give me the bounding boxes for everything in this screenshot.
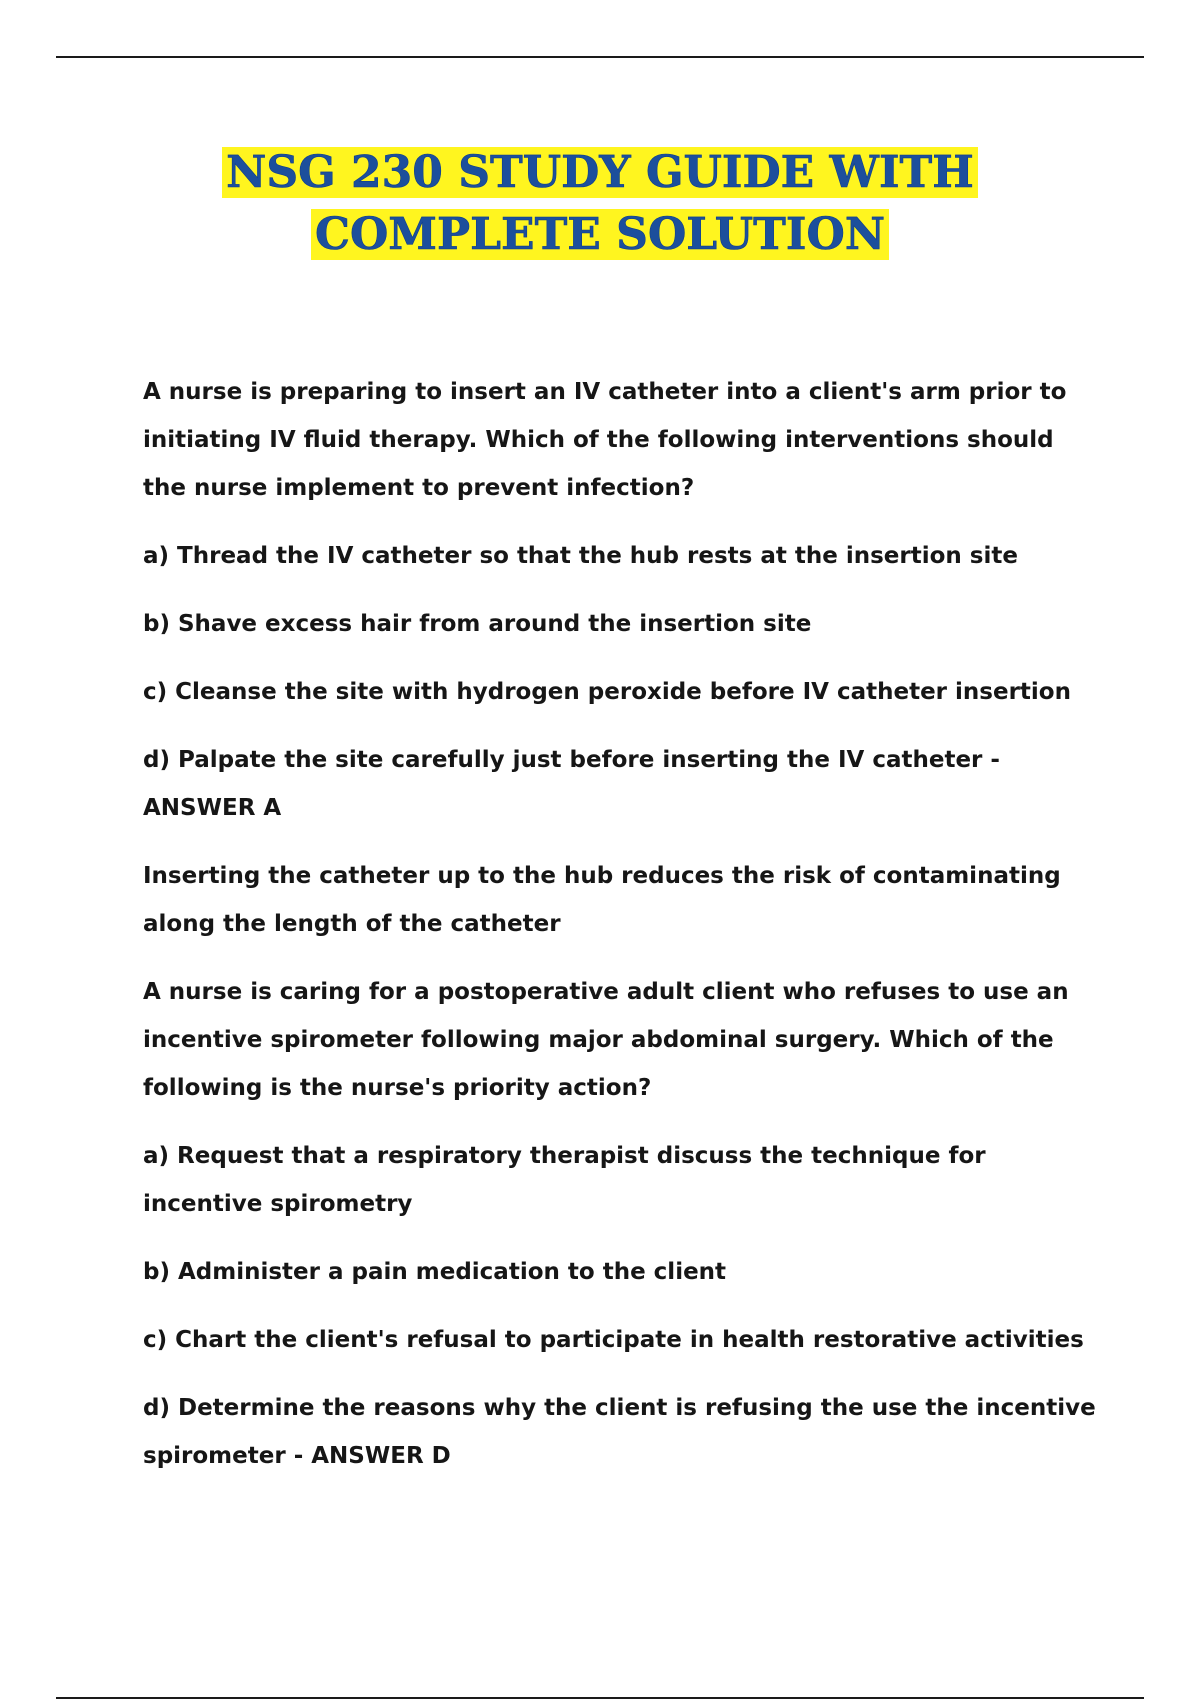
title-line-1: NSG 230 STUDY GUIDE WITH (0, 142, 1200, 204)
question-2-option-b: b) Administer a pain medication to the client (143, 1259, 727, 1285)
question-2-option-c: c) Chart the client's refusal to participate in health restorative activities (143, 1327, 1084, 1353)
top-rule (56, 56, 1144, 58)
question-2-option-d: d) Determine the reasons why the client is refusing the use the incentive spirometer - ANSWER D (143, 1395, 1096, 1469)
question-1-text: A nurse is preparing to insert an IV catheter into a client's arm prior to initiating IV fluid therapy. Which of the following interventions should the nurse implement to prevent infection? (143, 379, 1067, 501)
question-2-option-a: a) Request that a respiratory therapist discuss the technique for incentive spirometry (143, 1143, 986, 1217)
title-line-2: COMPLETE SOLUTION (0, 204, 1200, 266)
question-1-option-b: b) Shave excess hair from around the insertion site (143, 611, 812, 637)
question-2-text: A nurse is caring for a postoperative adult client who refuses to use an incentive spirometer following major abdominal surgery. Which of the following is the nurse's priority action? (143, 979, 1069, 1101)
question-1-option-a: a) Thread the IV catheter so that the hub rests at the insertion site (143, 543, 1018, 569)
question-1-option-c: c) Cleanse the site with hydrogen peroxide before IV catheter insertion (143, 679, 1071, 705)
document-body (143, 368, 1103, 1500)
question-1-option-d: d) Palpate the site carefully just before inserting the IV catheter - ANSWER A (143, 747, 1000, 821)
question-1-rationale: Inserting the catheter up to the hub reduces the risk of contaminating along the length of the catheter (143, 863, 1061, 937)
bottom-rule (56, 1697, 1144, 1699)
document-title (0, 142, 1200, 266)
